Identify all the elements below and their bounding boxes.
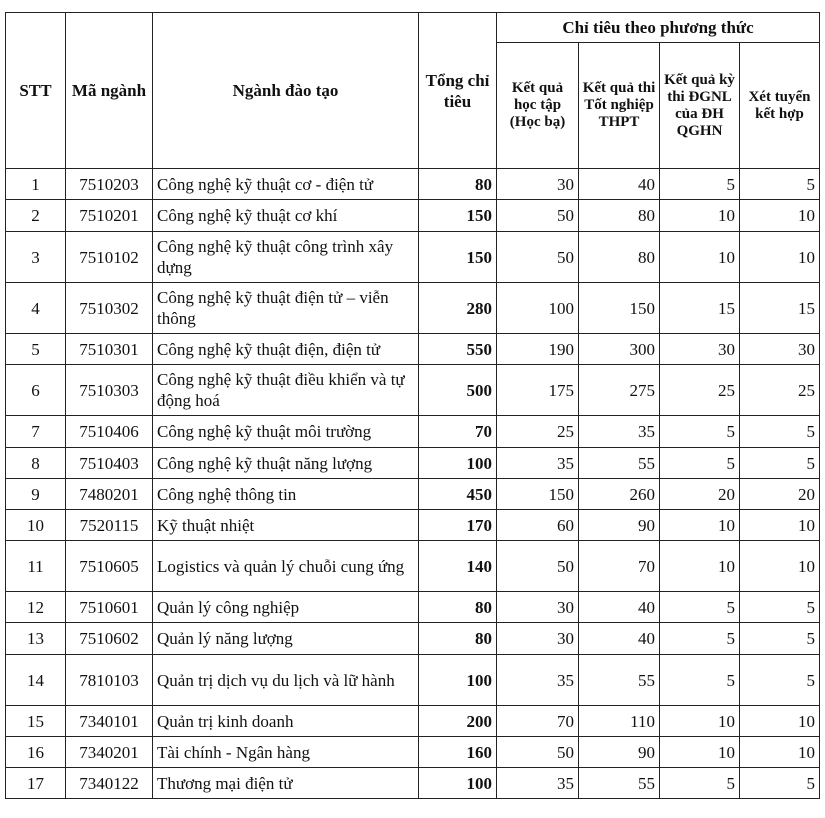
header-chi-tieu-group: Chỉ tiêu theo phương thức bbox=[497, 13, 820, 43]
cell-ket-hop: 30 bbox=[740, 334, 820, 365]
cell-hoc-ba: 100 bbox=[497, 283, 579, 334]
cell-thpt: 40 bbox=[579, 592, 660, 623]
cell-thpt: 150 bbox=[579, 283, 660, 334]
cell-ma-nganh: 7510605 bbox=[66, 541, 153, 592]
cell-nganh-dao-tao: Công nghệ kỹ thuật năng lượng bbox=[153, 448, 419, 479]
cell-ket-hop: 5 bbox=[740, 416, 820, 448]
cell-tong-chi-tieu: 100 bbox=[419, 768, 497, 799]
cell-ket-hop: 25 bbox=[740, 365, 820, 416]
cell-ma-nganh: 7510406 bbox=[66, 416, 153, 448]
table-row bbox=[6, 479, 820, 510]
cell-ket-hop: 10 bbox=[740, 200, 820, 232]
cell-ma-nganh: 7510203 bbox=[66, 169, 153, 200]
cell-nganh-dao-tao: Công nghệ kỹ thuật điều khiển và tự động hoá bbox=[153, 365, 419, 416]
cell-stt: 17 bbox=[6, 768, 66, 799]
cell-tong-chi-tieu: 500 bbox=[419, 365, 497, 416]
cell-ket-hop: 20 bbox=[740, 479, 820, 510]
cell-ma-nganh: 7510403 bbox=[66, 448, 153, 479]
cell-dgnl: 5 bbox=[660, 416, 740, 448]
cell-stt: 15 bbox=[6, 706, 66, 737]
cell-thpt: 40 bbox=[579, 169, 660, 200]
cell-stt: 9 bbox=[6, 479, 66, 510]
cell-stt: 4 bbox=[6, 283, 66, 334]
cell-hoc-ba: 190 bbox=[497, 334, 579, 365]
cell-nganh-dao-tao: Thương mại điện tử bbox=[153, 768, 419, 799]
cell-hoc-ba: 175 bbox=[497, 365, 579, 416]
cell-nganh-dao-tao: Tài chính - Ngân hàng bbox=[153, 737, 419, 768]
cell-stt: 3 bbox=[6, 232, 66, 283]
cell-tong-chi-tieu: 80 bbox=[419, 592, 497, 623]
cell-ket-hop: 10 bbox=[740, 706, 820, 737]
cell-ma-nganh: 7340201 bbox=[66, 737, 153, 768]
cell-hoc-ba: 35 bbox=[497, 768, 579, 799]
cell-dgnl: 10 bbox=[660, 200, 740, 232]
cell-ma-nganh: 7510201 bbox=[66, 200, 153, 232]
cell-stt: 7 bbox=[6, 416, 66, 448]
cell-nganh-dao-tao: Công nghệ kỹ thuật điện tử – viễn thông bbox=[153, 283, 419, 334]
cell-thpt: 40 bbox=[579, 623, 660, 655]
cell-hoc-ba: 50 bbox=[497, 541, 579, 592]
cell-ket-hop: 5 bbox=[740, 768, 820, 799]
cell-hoc-ba: 30 bbox=[497, 623, 579, 655]
cell-dgnl: 30 bbox=[660, 334, 740, 365]
cell-nganh-dao-tao: Công nghệ kỹ thuật cơ khí bbox=[153, 200, 419, 232]
cell-thpt: 55 bbox=[579, 655, 660, 706]
cell-nganh-dao-tao: Công nghệ kỹ thuật môi trường bbox=[153, 416, 419, 448]
cell-hoc-ba: 70 bbox=[497, 706, 579, 737]
cell-nganh-dao-tao: Công nghệ kỹ thuật công trình xây dựng bbox=[153, 232, 419, 283]
cell-hoc-ba: 60 bbox=[497, 510, 579, 541]
table-row bbox=[6, 448, 820, 479]
cell-stt: 1 bbox=[6, 169, 66, 200]
table-row bbox=[6, 416, 820, 448]
cell-ket-hop: 5 bbox=[740, 655, 820, 706]
cell-ket-hop: 10 bbox=[740, 232, 820, 283]
cell-dgnl: 5 bbox=[660, 623, 740, 655]
cell-hoc-ba: 50 bbox=[497, 200, 579, 232]
cell-thpt: 35 bbox=[579, 416, 660, 448]
cell-dgnl: 5 bbox=[660, 592, 740, 623]
cell-ma-nganh: 7510602 bbox=[66, 623, 153, 655]
cell-dgnl: 5 bbox=[660, 768, 740, 799]
cell-ket-hop: 5 bbox=[740, 623, 820, 655]
cell-nganh-dao-tao: Quản trị kinh doanh bbox=[153, 706, 419, 737]
cell-thpt: 55 bbox=[579, 448, 660, 479]
cell-tong-chi-tieu: 80 bbox=[419, 623, 497, 655]
cell-dgnl: 10 bbox=[660, 706, 740, 737]
cell-tong-chi-tieu: 280 bbox=[419, 283, 497, 334]
cell-nganh-dao-tao: Kỹ thuật nhiệt bbox=[153, 510, 419, 541]
cell-ket-hop: 10 bbox=[740, 737, 820, 768]
cell-nganh-dao-tao: Công nghệ thông tin bbox=[153, 479, 419, 510]
cell-stt: 16 bbox=[6, 737, 66, 768]
cell-stt: 11 bbox=[6, 541, 66, 592]
cell-hoc-ba: 30 bbox=[497, 592, 579, 623]
cell-stt: 13 bbox=[6, 623, 66, 655]
table-row bbox=[6, 541, 820, 592]
cell-thpt: 70 bbox=[579, 541, 660, 592]
cell-thpt: 80 bbox=[579, 232, 660, 283]
cell-hoc-ba: 30 bbox=[497, 169, 579, 200]
cell-tong-chi-tieu: 100 bbox=[419, 655, 497, 706]
cell-stt: 5 bbox=[6, 334, 66, 365]
cell-thpt: 55 bbox=[579, 768, 660, 799]
cell-ma-nganh: 7340122 bbox=[66, 768, 153, 799]
cell-tong-chi-tieu: 70 bbox=[419, 416, 497, 448]
cell-hoc-ba: 35 bbox=[497, 655, 579, 706]
cell-ma-nganh: 7810103 bbox=[66, 655, 153, 706]
cell-dgnl: 10 bbox=[660, 510, 740, 541]
cell-stt: 6 bbox=[6, 365, 66, 416]
cell-dgnl: 15 bbox=[660, 283, 740, 334]
header-stt: STT bbox=[6, 13, 66, 169]
cell-dgnl: 10 bbox=[660, 737, 740, 768]
cell-thpt: 90 bbox=[579, 737, 660, 768]
cell-nganh-dao-tao: Quản trị dịch vụ du lịch và lữ hành bbox=[153, 655, 419, 706]
cell-stt: 2 bbox=[6, 200, 66, 232]
table-row bbox=[6, 283, 820, 334]
cell-ket-hop: 5 bbox=[740, 592, 820, 623]
cell-ket-hop: 15 bbox=[740, 283, 820, 334]
cell-ma-nganh: 7480201 bbox=[66, 479, 153, 510]
cell-dgnl: 5 bbox=[660, 448, 740, 479]
table-body bbox=[6, 169, 820, 799]
header-method-thpt: Kết quả thi Tốt nghiệp THPT bbox=[579, 43, 660, 169]
cell-thpt: 275 bbox=[579, 365, 660, 416]
cell-tong-chi-tieu: 150 bbox=[419, 232, 497, 283]
cell-thpt: 90 bbox=[579, 510, 660, 541]
cell-tong-chi-tieu: 550 bbox=[419, 334, 497, 365]
cell-dgnl: 10 bbox=[660, 541, 740, 592]
cell-stt: 8 bbox=[6, 448, 66, 479]
table-row bbox=[6, 623, 820, 655]
cell-tong-chi-tieu: 160 bbox=[419, 737, 497, 768]
cell-stt: 12 bbox=[6, 592, 66, 623]
cell-ma-nganh: 7510301 bbox=[66, 334, 153, 365]
cell-tong-chi-tieu: 100 bbox=[419, 448, 497, 479]
cell-nganh-dao-tao: Công nghệ kỹ thuật điện, điện tử bbox=[153, 334, 419, 365]
cell-ket-hop: 5 bbox=[740, 169, 820, 200]
cell-stt: 14 bbox=[6, 655, 66, 706]
cell-nganh-dao-tao: Logistics và quản lý chuỗi cung ứng bbox=[153, 541, 419, 592]
cell-tong-chi-tieu: 200 bbox=[419, 706, 497, 737]
cell-thpt: 260 bbox=[579, 479, 660, 510]
cell-dgnl: 20 bbox=[660, 479, 740, 510]
cell-nganh-dao-tao: Quản lý năng lượng bbox=[153, 623, 419, 655]
table-row bbox=[6, 232, 820, 283]
cell-tong-chi-tieu: 140 bbox=[419, 541, 497, 592]
cell-ma-nganh: 7520115 bbox=[66, 510, 153, 541]
header-nganh-dao-tao: Ngành đào tạo bbox=[153, 13, 419, 169]
cell-ma-nganh: 7510601 bbox=[66, 592, 153, 623]
header-method-ket-hop: Xét tuyển kết hợp bbox=[740, 43, 820, 169]
cell-tong-chi-tieu: 450 bbox=[419, 479, 497, 510]
cell-hoc-ba: 25 bbox=[497, 416, 579, 448]
header-ma-nganh: Mã ngành bbox=[66, 13, 153, 169]
cell-dgnl: 10 bbox=[660, 232, 740, 283]
table-row bbox=[6, 768, 820, 799]
cell-dgnl: 5 bbox=[660, 655, 740, 706]
cell-stt: 10 bbox=[6, 510, 66, 541]
cell-tong-chi-tieu: 80 bbox=[419, 169, 497, 200]
table-row bbox=[6, 592, 820, 623]
table-row bbox=[6, 655, 820, 706]
cell-ma-nganh: 7510102 bbox=[66, 232, 153, 283]
cell-ket-hop: 10 bbox=[740, 541, 820, 592]
cell-hoc-ba: 50 bbox=[497, 232, 579, 283]
cell-thpt: 110 bbox=[579, 706, 660, 737]
cell-hoc-ba: 150 bbox=[497, 479, 579, 510]
table-row bbox=[6, 200, 820, 232]
table-row bbox=[6, 737, 820, 768]
cell-thpt: 300 bbox=[579, 334, 660, 365]
table-row bbox=[6, 706, 820, 737]
cell-thpt: 80 bbox=[579, 200, 660, 232]
header-method-hoc-ba: Kết quả học tập (Học bạ) bbox=[497, 43, 579, 169]
cell-dgnl: 5 bbox=[660, 169, 740, 200]
table-row bbox=[6, 334, 820, 365]
table-row bbox=[6, 169, 820, 200]
cell-nganh-dao-tao: Công nghệ kỹ thuật cơ - điện tử bbox=[153, 169, 419, 200]
cell-tong-chi-tieu: 170 bbox=[419, 510, 497, 541]
header-method-dgnl: Kết quả kỳ thi ĐGNL của ĐH QGHN bbox=[660, 43, 740, 169]
table-row bbox=[6, 365, 820, 416]
admission-quota-table bbox=[5, 12, 820, 799]
cell-nganh-dao-tao: Quản lý công nghiệp bbox=[153, 592, 419, 623]
cell-ma-nganh: 7510303 bbox=[66, 365, 153, 416]
cell-hoc-ba: 35 bbox=[497, 448, 579, 479]
table-row bbox=[6, 510, 820, 541]
cell-ket-hop: 10 bbox=[740, 510, 820, 541]
header-tong-chi-tieu: Tổng chỉ tiêu bbox=[419, 13, 497, 169]
cell-ma-nganh: 7340101 bbox=[66, 706, 153, 737]
cell-hoc-ba: 50 bbox=[497, 737, 579, 768]
cell-ma-nganh: 7510302 bbox=[66, 283, 153, 334]
cell-tong-chi-tieu: 150 bbox=[419, 200, 497, 232]
cell-dgnl: 25 bbox=[660, 365, 740, 416]
cell-ket-hop: 5 bbox=[740, 448, 820, 479]
